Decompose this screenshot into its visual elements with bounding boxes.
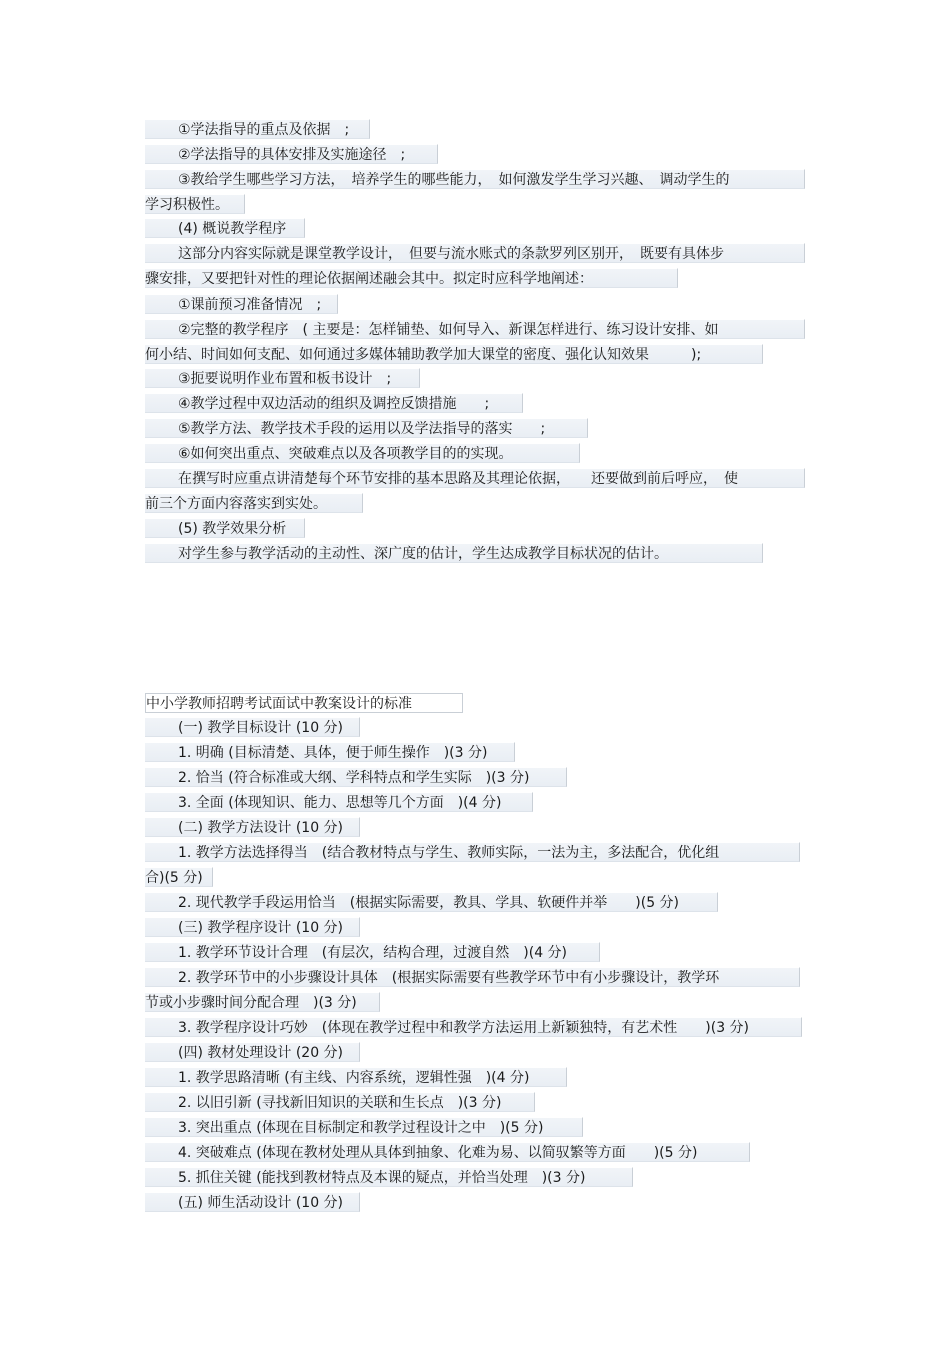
text-line: ①课前预习准备情况 ; bbox=[145, 294, 338, 314]
criteria-item: 5. 抓住关键 (能找到教材特点及本课的疑点，并恰当处理 )(3 分) bbox=[145, 1167, 633, 1187]
text-line: 对学生参与教学活动的主动性、深广度的估计，学生达成教学目标状况的估计。 bbox=[145, 543, 763, 563]
section-heading: (4) 概说教学程序 bbox=[145, 218, 305, 238]
text-line: ③教给学生哪些学习方法， 培养学生的哪些能力， 如何激发学生学习兴趣、 调动学生的 bbox=[145, 169, 805, 189]
section-heading: (二) 教学方法设计 (10 分) bbox=[145, 817, 360, 837]
criteria-item: 3. 全面 (体现知识、能力、思想等几个方面 )(4 分) bbox=[145, 792, 533, 812]
section-heading: (五) 师生活动设计 (10 分) bbox=[145, 1192, 360, 1212]
text-line: ⑤教学方法、教学技术手段的运用以及学法指导的落实 ; bbox=[145, 418, 588, 438]
section-heading: (四) 教材处理设计 (20 分) bbox=[145, 1042, 360, 1062]
criteria-item: 3. 教学程序设计巧妙 (体现在教学过程中和教学方法运用上新颖独特，有艺术性 )(3 分) bbox=[145, 1017, 802, 1037]
section-heading: (一) 教学目标设计 (10 分) bbox=[145, 717, 360, 737]
criteria-item: 3. 突出重点 (体现在目标制定和教学过程设计之中 )(5 分) bbox=[145, 1117, 583, 1137]
criteria-item: 1. 教学方法选择得当 (结合教材特点与学生、教师实际，一法为主，多法配合，优化组 bbox=[145, 842, 800, 862]
criteria-item: 4. 突破难点 (体现在教材处理从具体到抽象、化难为易、以简驭繁等方面 )(5 分) bbox=[145, 1142, 750, 1162]
criteria-item: 节或小步骤时间分配合理 )(3 分) bbox=[145, 992, 380, 1012]
criteria-item: 2. 以旧引新 (寻找新旧知识的关联和生长点 )(3 分) bbox=[145, 1092, 535, 1112]
text-line: 学习积极性。 bbox=[145, 194, 245, 214]
criteria-item: 合)(5 分) bbox=[145, 867, 213, 887]
section-heading: (5) 教学效果分析 bbox=[145, 518, 305, 538]
text-line: ⑥如何突出重点、突破难点以及各项教学目的的实现。 bbox=[145, 443, 580, 463]
text-line: ③扼要说明作业布置和板书设计 ; bbox=[145, 368, 420, 388]
criteria-item: 1. 教学环节设计合理 (有层次，结构合理，过渡自然 )(4 分) bbox=[145, 942, 600, 962]
criteria-item: 1. 教学思路清晰 (有主线、内容系统，逻辑性强 )(4 分) bbox=[145, 1067, 567, 1087]
text-line: 在撰写时应重点讲清楚每个环节安排的基本思路及其理论依据， 还要做到前后呼应， 使 bbox=[145, 468, 805, 488]
text-line: 前三个方面内容落实到实处。 bbox=[145, 493, 363, 513]
text-line: 这部分内容实际就是课堂教学设计， 但要与流水账式的条款罗列区别开， 既要有具体步 bbox=[145, 243, 805, 263]
text-line: 骤安排，又要把针对性的理论依据阐述融会其中。拟定时应科学地阐述： bbox=[145, 268, 678, 288]
document-title: 中小学教师招聘考试面试中教案设计的标准 bbox=[145, 693, 463, 713]
text-line: 何小结、时间如何支配、如何通过多媒体辅助教学加大课堂的密度、强化认知效果 ); bbox=[145, 344, 763, 364]
criteria-item: 2. 恰当 (符合标准或大纲、学科特点和学生实际 )(3 分) bbox=[145, 767, 567, 787]
text-line: ②学法指导的具体安排及实施途径 ; bbox=[145, 144, 438, 164]
section-heading: (三) 教学程序设计 (10 分) bbox=[145, 917, 360, 937]
text-line: ④教学过程中双边活动的组织及调控反馈措施 ; bbox=[145, 393, 523, 413]
criteria-item: 2. 现代教学手段运用恰当 (根据实际需要，教具、学具、软硬件并举 )(5 分) bbox=[145, 892, 718, 912]
criteria-item: 1. 明确 (目标清楚、具体，便于师生操作 )(3 分) bbox=[145, 742, 515, 762]
text-line: ①学法指导的重点及依据 ; bbox=[145, 119, 370, 139]
criteria-item: 2. 教学环节中的小步骤设计具体 (根据实际需要有些教学环节中有小步骤设计，教学环 bbox=[145, 967, 800, 987]
text-line: ②完整的教学程序 ( 主要是：怎样铺垫、如何导入、新课怎样进行、练习设计安排、如 bbox=[145, 319, 805, 339]
